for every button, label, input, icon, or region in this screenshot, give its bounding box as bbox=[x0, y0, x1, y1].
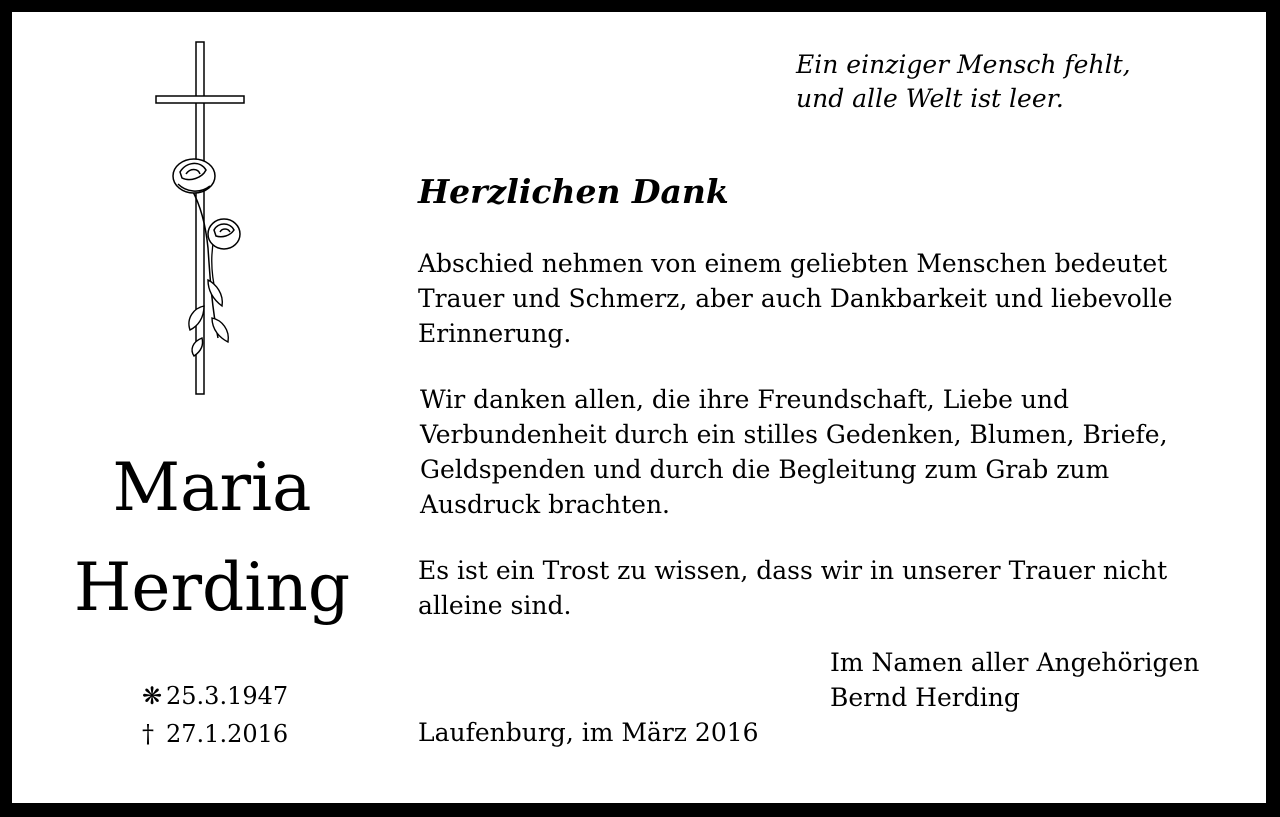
deceased-last-name: Herding bbox=[73, 549, 351, 626]
place-date: Laufenburg, im März 2016 bbox=[418, 718, 759, 747]
paragraph-thanks: Wir danken allen, die ihre Freundschaft, Liebe und Verbundenheit durch ein stilles Gedenken, Blumen, Briefe, Geldspenden und durch die Begleitung zum Grab zum Ausdruck brachten. bbox=[420, 385, 1168, 519]
heading: Herzlichen Dank bbox=[418, 172, 729, 211]
deceased-first-name: Maria bbox=[112, 449, 312, 526]
signature: Im Namen aller Angehörigen Bernd Herding bbox=[830, 648, 1200, 712]
cross-with-roses-icon bbox=[142, 38, 252, 398]
paragraph-farewell: Abschied nehmen von einem geliebten Menschen bedeutet Trauer und Schmerz, aber auch Dankbarkeit und liebevolle Erinnerung. bbox=[418, 249, 1173, 348]
birth-date-line bbox=[142, 680, 288, 713]
death-date: 27.1.2016 bbox=[166, 720, 289, 748]
motto-quote: Ein einziger Mensch fehlt, und alle Welt ist leer. bbox=[796, 50, 1131, 113]
birth-date: 25.3.1947 bbox=[166, 682, 289, 710]
death-date-line bbox=[142, 718, 288, 751]
paragraph-comfort: Es ist ein Trost zu wissen, dass wir in unserer Trauer nicht alleine sind. bbox=[418, 556, 1168, 620]
birth-star-icon: ❋ bbox=[142, 682, 163, 710]
death-cross-icon: † bbox=[142, 720, 154, 748]
obituary-card bbox=[12, 12, 1266, 803]
